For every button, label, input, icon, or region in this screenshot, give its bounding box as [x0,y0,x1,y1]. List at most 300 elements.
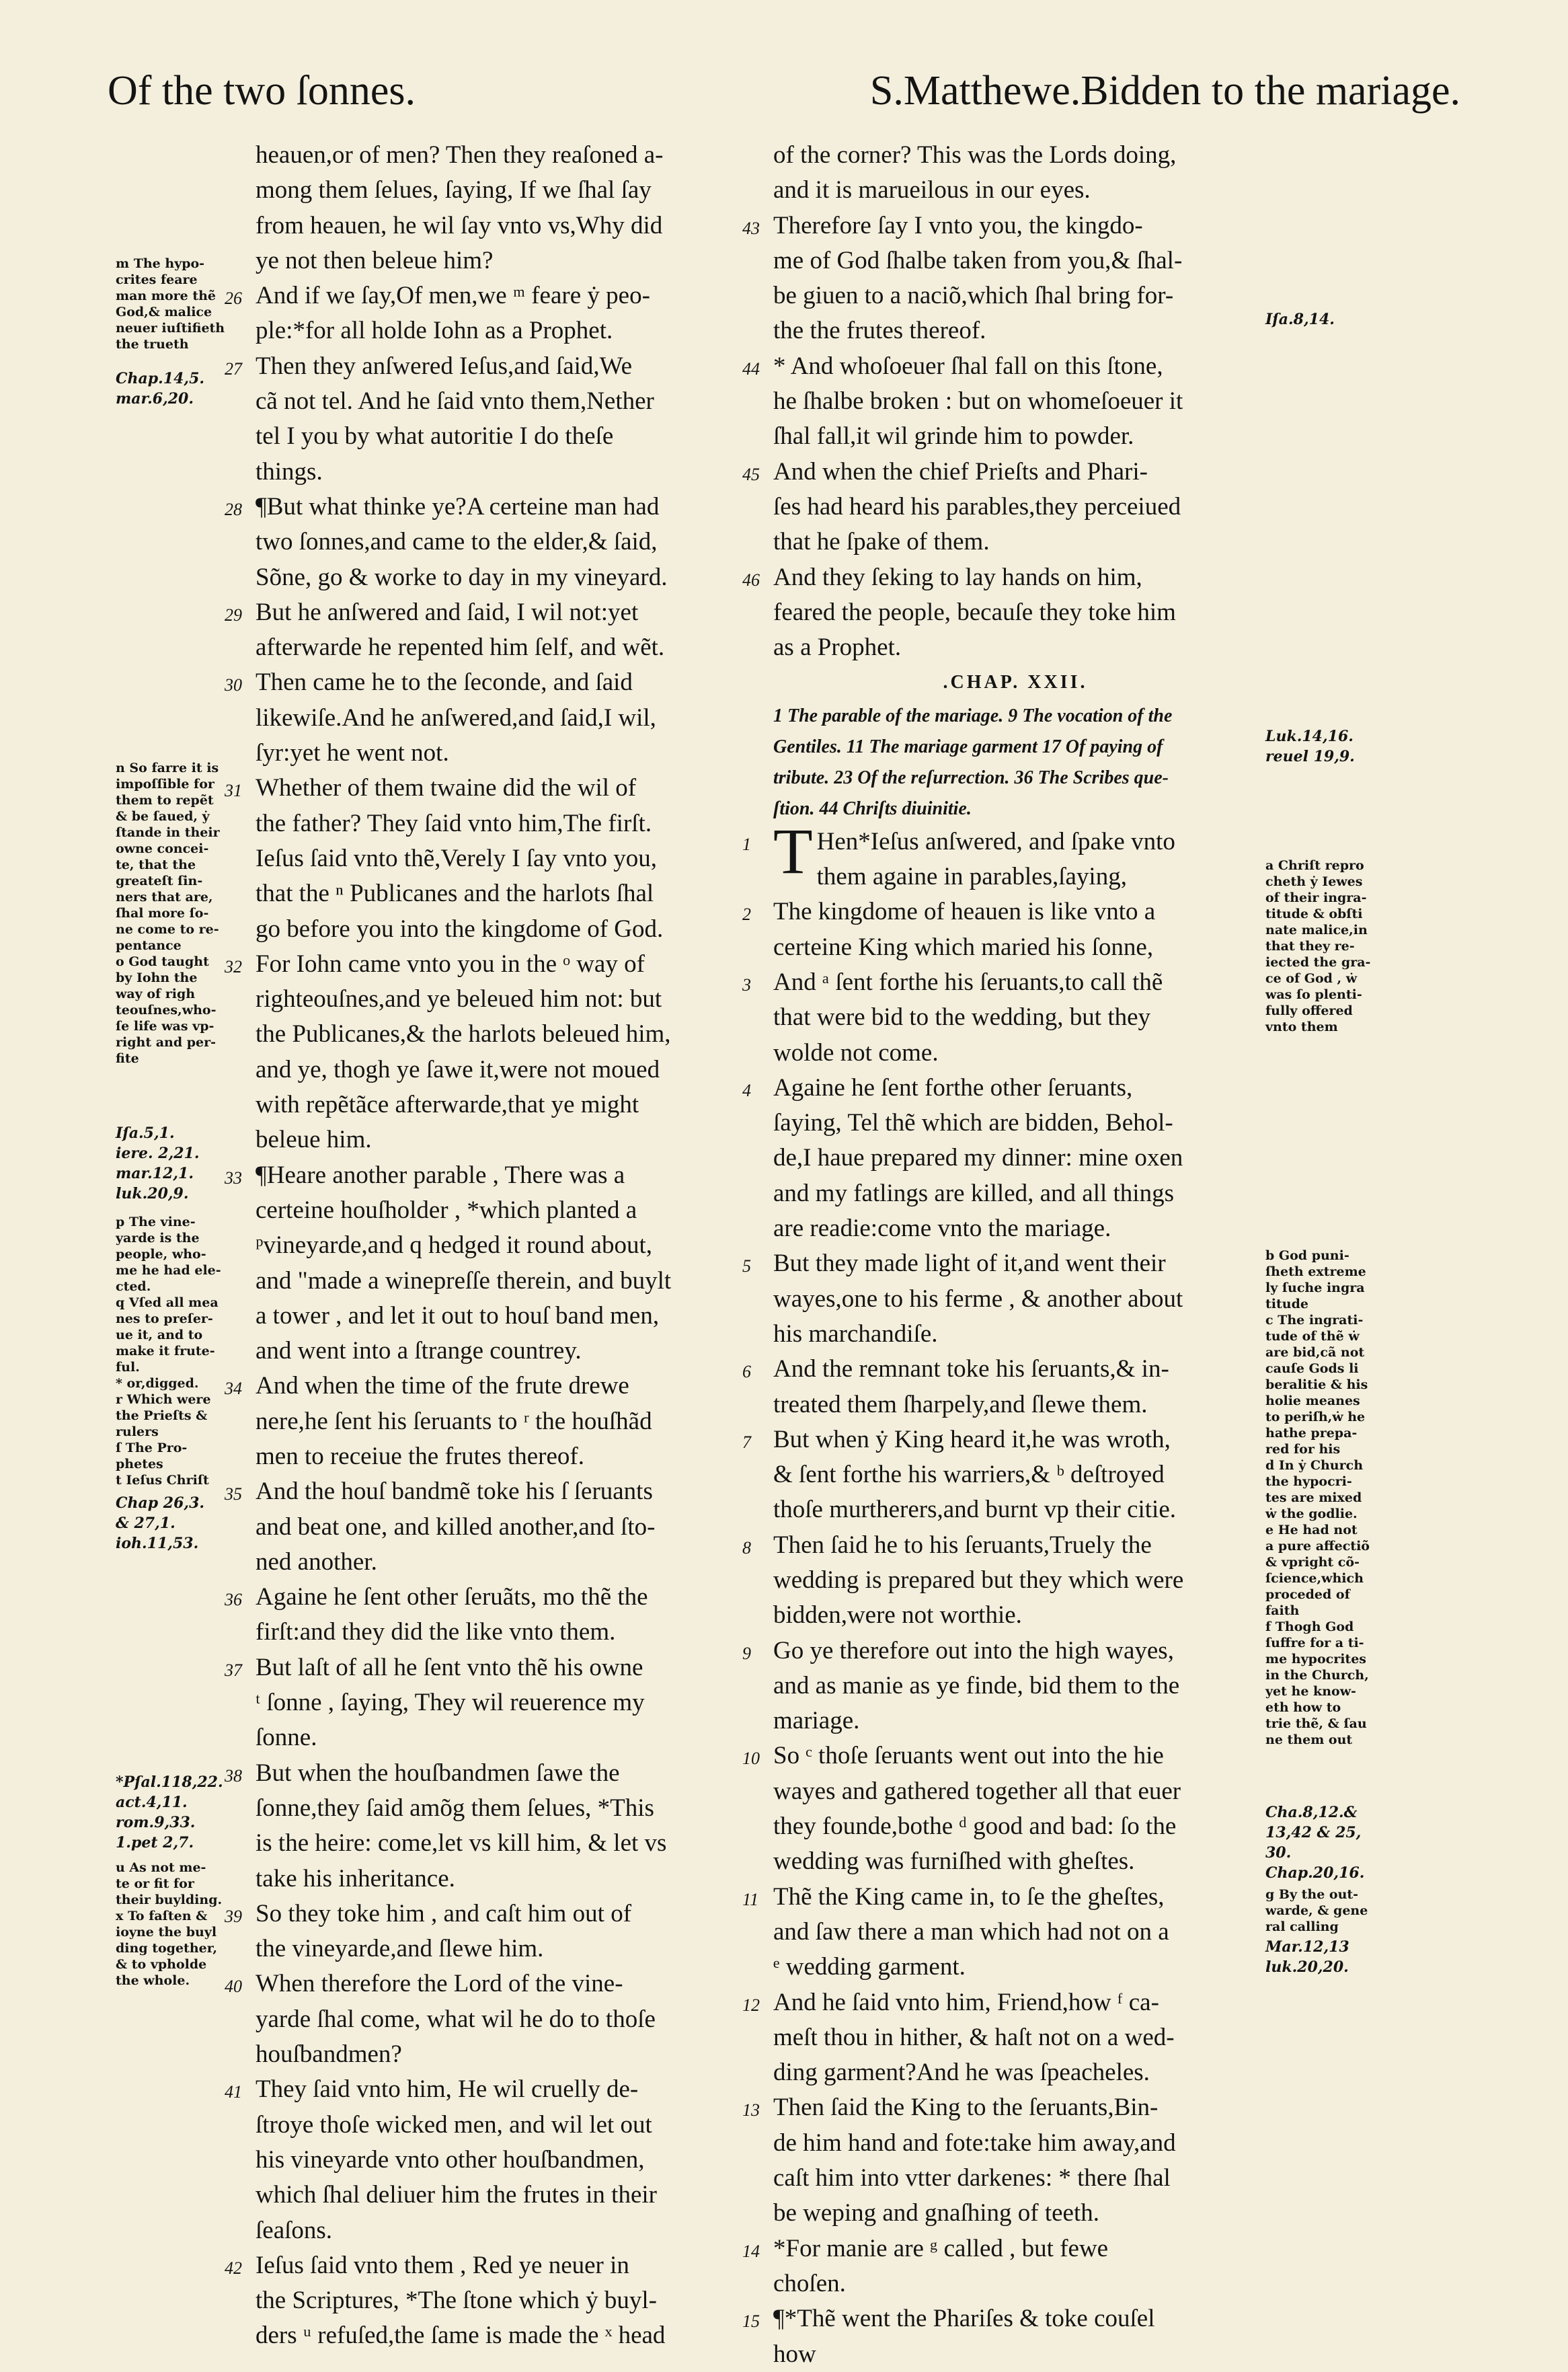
verse-line [742,2231,1257,2266]
verse-line [256,841,753,876]
verse-line [773,930,1257,965]
verse-line [256,1720,753,1755]
verse-line [773,595,1257,630]
verse-text: Then came he to the ſeconde, and ſaid [256,668,633,697]
verse-text: and my fatlings are killed, and all things [773,1179,1174,1207]
margin-note: a Chriſt repro cheth ẏ Iewes of their ingra- titude & obſti nate malice,in that they re- iected the gra- ce of God , ẇ was ſo plenti- fully offered vnto them [1265,858,1371,1034]
verse-line [256,560,753,595]
verse-line [773,2126,1257,2161]
verse-line [742,1422,1257,1457]
verse-line [773,1106,1257,1141]
running-head-left: Of the two ſonnes. [108,68,416,114]
verse-line [256,1264,753,1299]
verse-line [773,1950,1257,1985]
verse-line [773,1141,1257,1176]
verse-line [773,1211,1257,1246]
verse-text: de him hand and fote:take him away,and [773,2129,1176,2157]
verse-text: and as manie as ye finde, bid them to the [773,1671,1180,1699]
verse-text: wolde not come. [773,1038,939,1067]
verse-text: And if we ſay,Of men,we ᵐ feare ẏ peo- [256,282,650,310]
verse-text: mariage. [773,1707,860,1735]
verse-text: wayes,one to his ferme , & another about [773,1285,1183,1313]
verse-line [773,243,1257,278]
verse-text: a tower , and let it out to houſ band men, [256,1301,660,1330]
verse-line [742,1352,1257,1387]
verse-text: ſes had heard his parables,they perceiued [773,492,1181,521]
verse-line [773,1598,1257,1633]
verse-line [773,1176,1257,1211]
verse-line [773,1704,1257,1738]
text-column-right [742,138,1257,2372]
verse-text: Hen*Ieſus anſwered, and ſpake vnto [816,827,1175,855]
verse-text: ye not then beleue him? [256,246,494,274]
margin-note: Chap 26,3. & 27,1. ioh.11,53. [116,1494,205,1552]
verse-text: ding garment?And he was ſpeacheles. [773,2059,1150,2087]
verse-line [225,1158,753,1193]
verse-number: 37 [225,1660,242,1680]
verse-line [742,560,1257,595]
verse-line [773,1036,1257,1071]
verse-text: mong them ſelues, ſaying, If we ſhal ſay [256,176,652,204]
verse-number: 7 [742,1432,751,1452]
verse-line [225,1650,753,1685]
verse-text: ¶*Thẽ went the Phariſes & toke couſel [773,2305,1155,2333]
verse-line [256,1193,753,1228]
verse-number: 31 [225,781,242,801]
verse-line [773,2337,1257,2372]
verse-text: the father? They ſaid vnto him,The firſt. [256,809,652,837]
chapter-summary-line: ſtion. 44 Chriſts diuinitie. [773,798,972,819]
verse-text: And they ſeking to lay hands on him, [773,563,1142,591]
verse-line [256,1931,753,1966]
verse-text: the Publicanes,& the harlots beleued him, [256,1020,671,1048]
verse-line [773,2196,1257,2231]
verse-line [742,1738,1257,1773]
verse-text: But he anſwered and ſaid, I wil not:yet [256,598,639,626]
verse-line [256,384,753,419]
verse-text: his vineyarde vnto other houſbandmen, [256,2145,645,2174]
verse-number: 6 [742,1362,751,1382]
verse-line [773,2266,1257,2301]
verse-line [773,1669,1257,1704]
running-head-right: S.Matthewe.Bidden to the mariage. [869,68,1460,114]
verse-text: ders ᵘ refuſed,the ſame is made the ˣ head [256,2322,666,2350]
verse-text: beleue him. [256,1126,372,1154]
verse-line [256,1545,753,1580]
text-column-left [225,138,753,2354]
verse-text: ſtroye thoſe wicked men, and wil let out [256,2110,652,2139]
margin-note: Iſa.5,1. iere. 2,21. mar.12,1. luk.20,9. [116,1124,200,1202]
margin-note: b God puni- ſheth extreme ly ſuche ingra titude c The ingrati- tude of thẽ ẇ are bid,cã not cauſe Gods li beralitie & his holie meanes to periſh,ẇ he hathe prepa- red for his d In ẏ Church the hypocri- tes are mixed ẇ the godlie. e He had not a pure affectiõ & vpright cõ- ſcience,which proceded of faith f Thogh God ſuffre for a ti- me hypocrites in the Church, yet he know- eth how to trie thẽ, & ſau ne them out [1265,1248,1370,1747]
verse-text: They ſaid vnto him, He wil cruelly de- [256,2075,639,2104]
verse-text: ᵉ wedding garment. [773,1953,966,1981]
verse-line [256,419,753,454]
verse-line [773,1317,1257,1352]
verse-number: 3 [742,974,751,995]
verse-text: which ſhal deliuer him the frutes in their [256,2181,657,2209]
chapter-heading: .CHAP. XXII. [943,672,1088,693]
verse-line [773,2161,1257,2196]
verse-line [256,1122,753,1157]
verse-line [225,2248,753,2283]
margin-note: n So farre it is impoſſible for them to repẽt & be ſaued, ẏ ſtande in their owne concei- te, that the greateſt ſin- ners that are, ſhal more ſo- ne come to re- pentance o God taught by Iohn the way of righ teouſnes,who- ſe life was vp- right and per- fite [116,761,220,1066]
verse-line [256,806,753,841]
verse-text: * And whoſoeuer ſhal fall on this ſtone, [773,352,1163,380]
verse-line [773,138,1257,173]
verse-text: ple:*for all holde Iohn as a Prophet. [256,317,613,345]
verse-number: 29 [225,605,242,625]
verse-line [256,1615,753,1650]
verse-text: Go ye therefore out into the high wayes, [773,1636,1174,1665]
verse-line [773,490,1257,525]
verse-text: feared the people, becauſe they toke him [773,598,1176,626]
verse-text: tel I you by what autoritie I do theſe [256,422,614,451]
verse-line [773,1915,1257,1950]
verse-text: & ſent forthe his warriers,& ᵇ deſtroyed [773,1461,1165,1489]
verse-text: treated them ſharpely,and ſlewe them. [773,1390,1148,1418]
verse-line [256,1439,753,1474]
verse-text: and ſaw there a man which had not on a [773,1917,1169,1946]
verse-line [773,384,1257,419]
verse-line [773,1563,1257,1598]
verse-line [742,894,1257,929]
verse-text: certeine King which maried his ſonne, [773,933,1154,961]
verse-text: ſaying, Tel thẽ which are bidden, Behol- [773,1109,1173,1137]
verse-line [256,2318,753,2353]
verse-text: be giuen to a naciõ,which ſhal bring for- [773,282,1174,310]
verse-text: ſonne,they ſaid amõg them ſelues, *This [256,1794,654,1822]
verse-text: bidden,were not worthie. [773,1601,1022,1630]
verse-text: the the frutes thereof. [773,317,986,345]
verse-text: me of God ſhalbe taken from you,& ſhal- [773,246,1183,274]
verse-number: 38 [225,1765,242,1786]
verse-text: are readie:come vnto the mariage. [773,1215,1111,1243]
verse-text: he ſhalbe broken : but on whomeſoeuer it [773,387,1183,416]
verse-text: And when the time of the frute drewe [256,1372,629,1400]
verse-text: that he ſpake of them. [773,528,990,556]
verse-line [742,965,1257,1000]
verse-line [742,2090,1257,2125]
verse-text: But they made light of it,and went their [773,1250,1166,1278]
verse-number: 12 [742,1995,760,2015]
verse-number: 44 [742,358,760,379]
verse-line [256,1510,753,1545]
verse-line [256,630,753,665]
verse-line [256,138,753,173]
verse-text: righteouſnes,and ye beleued him not: but [256,985,662,1013]
verse-line [773,1809,1257,1844]
verse-text: wedding is prepared but they which were [773,1566,1184,1594]
verse-text: likewiſe.And he anſwered,and ſaid,I wil, [256,703,656,732]
verse-text: Therefore ſay I vnto you, the kingdo- [773,211,1143,239]
verse-text: men to receiue the frutes thereof. [256,1442,584,1470]
verse-number: 9 [742,1643,751,1663]
verse-text: ᵗ ſonne , ſaying, They wil reuerence my [256,1689,645,1717]
verse-line [256,2283,753,2318]
margin-note: Chap.14,5. mar.6,20. [116,370,205,408]
verse-line [225,1756,753,1791]
verse-line [256,1826,753,1861]
verse-line [256,1228,753,1263]
verse-line [256,912,753,947]
verse-text: the Scriptures, *The ſtone which ẏ buyl- [256,2287,658,2315]
verse-text: how [773,2340,816,2368]
verse-line [256,2178,753,2213]
verse-line [256,1299,753,1334]
verse-line [225,1474,753,1509]
verse-text: caſt him into vtter darkenes: * there ſhal [773,2164,1171,2192]
verse-text: Then they anſwered Ieſus,and ſaid,We [256,352,633,380]
verse-line [256,1334,753,1369]
verse-line [256,701,753,736]
verse-line [256,525,753,560]
chapter-summary-line: Gentiles. 11 The mariage garment 17 Of paying of [773,736,1163,757]
verse-text: ſeaſons. [256,2216,333,2244]
verse-text: and beat one, and killed another,and ſto- [256,1513,656,1541]
verse-line [256,455,753,490]
verse-line [225,2072,753,2107]
verse-line [773,630,1257,665]
verse-number: 30 [225,675,242,695]
verse-text: ſhal fall,it wil grinde him to powder. [773,422,1134,451]
verse-text: two ſonnes,and came to the elder,& ſaid, [256,528,658,556]
verse-line [225,595,753,630]
verse-text: and ye, thogh ye ſawe it,were not moued [256,1055,660,1083]
verse-text: certeine houſholder , *which planted a [256,1196,637,1224]
verse-number: 34 [225,1379,242,1399]
verse-text: Againe he ſent forthe other ſeruants, [773,1073,1133,1102]
verse-text: choſen. [773,2269,846,2297]
verse-line [256,2143,753,2178]
verse-line [742,1528,1257,1563]
verse-text: And when the chief Prieſts and Phari- [773,457,1148,486]
verse-number: 39 [225,1906,242,1926]
verse-text: The kingdome of heauen is like vnto a [773,898,1156,926]
verse-line [256,1685,753,1720]
margin-note: g By the out- warde, & gene ral calling [1265,1887,1368,1934]
margin-note: Luk.14,16. reuel 19,9. [1265,728,1355,765]
verse-text: of the corner? This was the Lords doing, [773,141,1177,169]
verse-line [256,1862,753,1897]
verse-line [773,278,1257,313]
verse-line [225,947,753,982]
verse-line [256,173,753,208]
verse-number: 4 [742,1080,751,1100]
verse-text: heauen,or of men? Then they reaſoned a- [256,141,664,169]
verse-line [773,313,1257,348]
verse-text: things. [256,457,323,486]
verse-text: But when ẏ King heard it,he was wroth, [773,1425,1171,1453]
verse-line [742,1880,1257,1915]
verse-text: thoſe murtherers,and burnt vp their citie. [773,1496,1177,1524]
verse-number: 1 [742,834,751,854]
verse-line [773,2055,1257,2090]
verse-line [256,208,753,243]
verse-line [742,1071,1257,1106]
verse-number: 27 [225,358,242,379]
margin-note: Iſa.8,14. [1265,311,1335,328]
verse-text: ᵖvineyarde,and q hedged it round about, [256,1231,652,1260]
chapter-summary-line: tribute. 23 Of the reſurrection. 36 The Scribes que- [773,767,1169,788]
verse-text: cã not tel. And he ſaid vnto them,Nether [256,387,654,416]
verse-text: Then ſaid the King to the ſeruants,Bin- [773,2094,1159,2122]
verse-line [256,982,753,1017]
verse-text: and it is marueilous in our eyes. [773,176,1091,204]
verse-line [773,1844,1257,1879]
verse-text: firſt:and they did the like vnto them. [256,1618,616,1646]
verse-line [773,1000,1257,1035]
verse-line [256,1053,753,1087]
verse-number: 46 [742,570,760,590]
verse-text: Ieſus ſaid vnto thẽ,Verely I ſay vnto you, [256,844,658,872]
verse-line [773,1492,1257,1527]
verse-number: 41 [225,2082,242,2102]
verse-line [742,1246,1257,1281]
verse-number: 42 [225,2258,242,2278]
verse-text: And the houſ bandmẽ toke his ſ ſeruants [256,1478,653,1506]
margin-note: Mar.12,13 luk.20,20. [1265,1938,1349,1976]
verse-text: that the ⁿ Publicanes and the harlots ſhal [256,880,654,908]
verse-line [256,2002,753,2037]
verse-text: ¶But what thinke ye?A certeine man had [256,492,660,521]
verse-number: 13 [742,2100,760,2120]
verse-number: 2 [742,905,751,925]
verse-text: be weping and gnaſhing of teeth. [773,2199,1099,2227]
verse-text: So ᶜ thoſe ſeruants went out into the hie [773,1742,1164,1770]
verse-text: wedding was furniſhed with gheſtes. [773,1847,1135,1876]
verse-text: ned another. [256,1547,377,1576]
verse-line [742,1634,1257,1669]
verse-text: them againe in parables,ſaying, [816,863,1127,891]
verse-text: Sõne, go & worke to day in my vineyard. [256,563,668,591]
verse-line [773,1282,1257,1317]
verse-text: Then ſaid he to his ſeruants,Truely the [773,1531,1152,1559]
verse-number: 5 [742,1256,751,1276]
verse-line [773,1774,1257,1809]
margin-note: *Pſal.118,22. act.4,11. rom.9,33. 1.pet 2,7. [116,1773,223,1851]
verse-text: meſt thou in hither, & haſt not on a wed- [773,2023,1175,2051]
verse-line [256,1087,753,1122]
verse-number: 40 [225,1977,242,1997]
verse-number: 26 [225,289,242,309]
verse-text: de,I haue prepared my dinner: mine oxen [773,1144,1183,1172]
verse-text: and went into a ſtrange countrey. [256,1337,582,1365]
verse-line [225,1966,753,2001]
verse-number: 33 [225,1168,242,1188]
verse-number: 43 [742,218,760,238]
verse-text: ſyr:yet he went not. [256,739,449,767]
margin-note: m The hypo- crites feare man more thẽ God,& malice neuer iuſtifieth the trueth [116,256,225,352]
verse-line [256,1404,753,1439]
verse-text: that were bid to the wedding, but they [773,1003,1151,1032]
verse-line [256,736,753,771]
verse-number: 45 [742,464,760,484]
verse-text: with repẽtãce afterwarde,that ye might [256,1091,639,1119]
verse-number: 10 [742,1749,760,1769]
verse-text: Whether of them twaine did the wil of [256,774,637,802]
verse-number: 15 [742,2311,760,2332]
verse-text: Thẽ the King came in, to ſe the gheſtes, [773,1882,1165,1911]
verse-line [256,2037,753,2072]
verse-line [773,2020,1257,2055]
verse-number: 35 [225,1484,242,1504]
verse-line [225,278,753,313]
verse-text: his marchandiſe. [773,1319,938,1348]
verse-text: But laſt of all he ſent vnto thẽ his owne [256,1653,643,1681]
verse-line [773,1457,1257,1492]
verse-line [225,1580,753,1615]
verse-text: For Iohn came vnto you in the ᵒ way of [256,950,645,978]
verse-line [225,349,753,384]
verse-text: Ieſus ſaid vnto them , Red ye neuer in [256,2251,629,2279]
verse-line [742,1985,1257,2020]
verse-text: is the heire: come,let vs kill him, & let vs [256,1829,667,1858]
verse-text: And the remnant toke his ſeruants,& in- [773,1355,1169,1383]
chapter-summary-line: 1 The parable of the mariage. 9 The vocation of the [773,705,1173,726]
verse-line [742,455,1257,490]
verse-number: 36 [225,1590,242,1610]
verse-number: 32 [225,956,242,977]
verse-line [256,243,753,278]
verse-line [225,665,753,700]
verse-text: afterwarde he repented him ſelf, and wẽt. [256,634,665,662]
verse-text: And he ſaid vnto him, Friend,how ᶠ ca- [773,1988,1159,2016]
margin-note: u As not me- te or fit for their buylding. x To faſten & ioyne the buyl ding together, & to vpholde the whole. [116,1860,223,1988]
verse-text: they founde,bothe ᵈ good and bad: ſo the [773,1812,1177,1841]
verse-text: And ᵃ ſent forthe his ſeruants,to call thẽ [773,968,1163,996]
verse-text: ſonne. [256,1724,317,1752]
verse-text: *For manie are ᵍ called , but fewe [773,2234,1109,2262]
verse-text: nere,he ſent his ſeruants to ʳ the houſhãd [256,1407,652,1435]
verse-line [773,419,1257,454]
verse-text: and "made a winepreſſe therein, and buylt [256,1266,672,1295]
verse-text: houſbandmen? [256,2040,402,2069]
margin-note: p The vine- yarde is the people, who- me he had ele- cted. q Vſed all mea nes to preſer- ue it, and to make it frute- ful. * or,digged. r Which were the Prieſts & rulers ſ The Pro- phetes t Ieſus Chriſt [116,1215,221,1488]
verse-line [256,1017,753,1052]
verse-line [773,1387,1257,1422]
verse-text: But when the houſbandmen ſawe the [256,1759,620,1787]
verse-line [225,771,753,806]
verse-text: take his inheritance. [256,1864,455,1892]
verse-line [773,173,1257,208]
verse-text: go before you into the kingdome of God. [256,915,664,943]
verse-text: When therefore the Lord of the vine- [256,1970,623,1998]
verse-text: the vineyarde,and ſlewe him. [256,1935,544,1963]
verse-line [225,1897,753,1931]
verse-text: wayes and gathered together all that euer [773,1777,1181,1805]
verse-text: So they toke him , and caſt him out of [256,1899,632,1927]
verse-number: 11 [742,1889,759,1909]
verse-text: ¶Heare another parable , There was a [256,1161,625,1189]
verse-line [256,313,753,348]
verse-line [256,1791,753,1826]
verse-text: yarde ſhal come, what wil he do to thoſe [256,2005,656,2033]
verse-line [256,2108,753,2143]
verse-number: 8 [742,1537,751,1558]
margin-note: Cha.8,12.& 13,42 & 25, 30. Chap.20,16. [1265,1804,1365,1882]
verse-line [742,349,1257,384]
verse-line [742,208,1257,243]
verse-number: 14 [742,2241,760,2261]
verse-line [773,859,1257,894]
verse-text: Againe he ſent other ſeruãts, mo thẽ the [256,1583,648,1611]
verse-line [773,525,1257,560]
verse-text: from heauen, he wil ſay vnto vs,Why did [256,211,663,239]
verse-line [256,2213,753,2248]
verse-text: as a Prophet. [773,634,902,662]
drop-cap: T [773,814,813,887]
verse-line [225,490,753,525]
